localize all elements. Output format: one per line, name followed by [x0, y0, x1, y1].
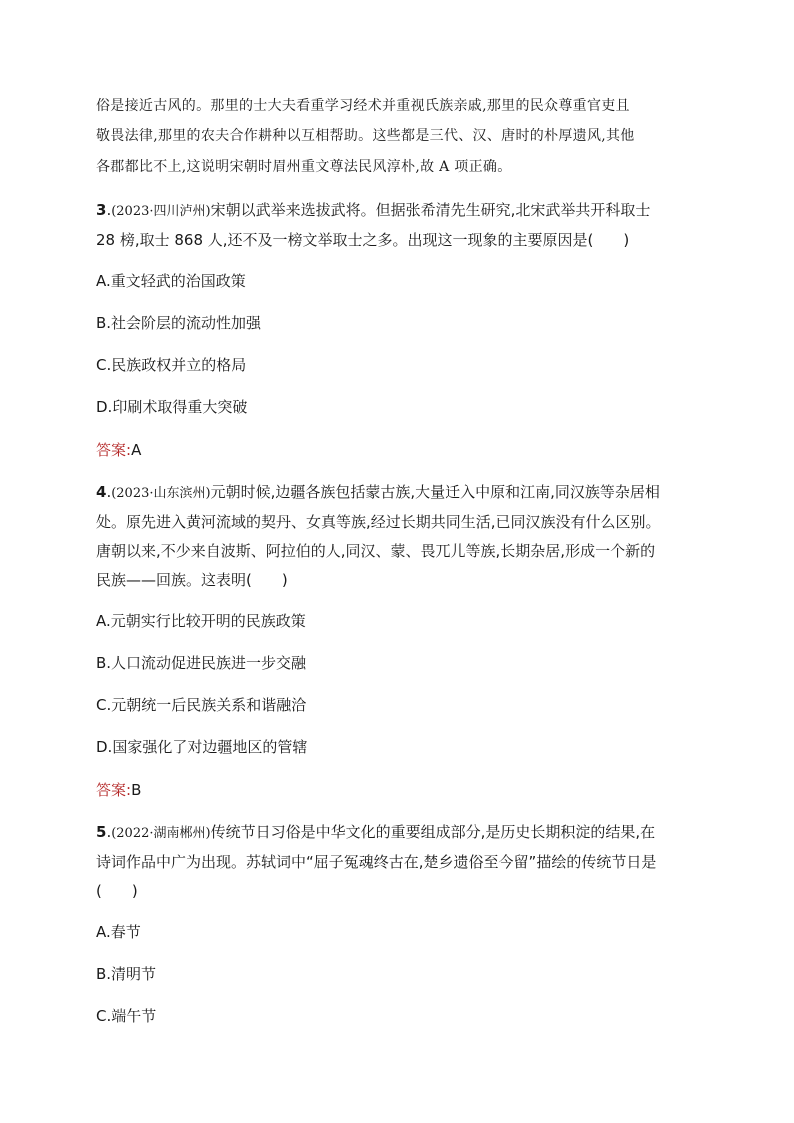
answer — [96, 440, 141, 460]
question-stem-line: 处。原先进入黄河流域的契丹、女真等族,经过长期共同生活,已同汉族没有什么区别。 — [96, 513, 661, 531]
option-c: C.元朝统一后民族关系和谐融洽 — [96, 696, 307, 714]
question-source: (2023·山东滨州) — [111, 486, 211, 501]
option-b: B.社会阶层的流动性加强 — [96, 314, 262, 332]
question-number: 3 — [96, 201, 107, 219]
option-c: C.端午节 — [96, 1007, 157, 1025]
option-a: A.元朝实行比较开明的民族政策 — [96, 612, 306, 630]
question-stem-text: 传统节日习俗是中华文化的重要组成部分,是历史长期积淀的结果,在 — [210, 823, 656, 841]
option-a: A.春节 — [96, 923, 141, 941]
answer — [96, 780, 141, 800]
question-stem-text: 元朝时候,边疆各族包括蒙古族,大量迁入中原和江南,同汉族等杂居相 — [210, 483, 660, 501]
option-d: D.国家强化了对边疆地区的管辖 — [96, 738, 308, 756]
question-dot: . — [106, 201, 112, 219]
question-dot: . — [106, 483, 112, 501]
answer-value: B — [131, 781, 142, 799]
explanation-line: 各郡都比不上,这说明宋朝时眉州重文尊法民风淳朴,故 A 项正确。 — [96, 159, 512, 175]
explanation-line: 敬畏法律,那里的农夫合作耕种以互相帮助。这些都是三代、汉、唐时的朴厚遗风,其他 — [96, 128, 635, 144]
option-b: B.人口流动促进民族进一步交融 — [96, 654, 307, 672]
option-d: D.印刷术取得重大突破 — [96, 398, 248, 416]
question-number: 5 — [96, 823, 107, 841]
answer-label: 答案: — [96, 441, 132, 459]
question-number: 4 — [96, 483, 107, 501]
question-stem-line: 诗词作品中广为出现。苏轼词中“屈子冤魂终古在,楚乡遗俗至今留”描绘的传统节日是 — [96, 853, 657, 871]
question-stem-text: 宋朝以武举来选拔武将。但据张希清先生研究,北宋武举共开科取士 — [210, 201, 651, 219]
explanation-line: 俗是接近古风的。那里的士大夫看重学习经术并重视氏族亲戚,那里的民众尊重官吏且 — [96, 98, 630, 114]
option-a: A.重文轻武的治国政策 — [96, 272, 246, 290]
question-dot: . — [106, 823, 112, 841]
question-stem-line: 唐朝以来,不少来自波斯、阿拉伯的人,同汉、蒙、畏兀儿等族,长期杂居,形成一个新的 — [96, 542, 656, 560]
question-stem-line: 28 榜,取士 868 人,还不及一榜文举取士之多。出现这一现象的主要原因是( ) — [96, 231, 630, 249]
question-stem — [96, 482, 660, 504]
answer-label: 答案: — [96, 781, 132, 799]
question-stem — [96, 200, 650, 222]
question-stem-line: 民族——回族。这表明( ) — [96, 571, 288, 589]
question-source: (2023·四川泸州) — [111, 204, 211, 219]
answer-value: A — [131, 441, 142, 459]
option-b: B.清明节 — [96, 965, 157, 983]
question-stem — [96, 822, 655, 844]
question-stem-line: ( ) — [96, 882, 138, 900]
question-source: (2022·湖南郴州) — [111, 826, 211, 841]
option-c: C.民族政权并立的格局 — [96, 356, 247, 374]
